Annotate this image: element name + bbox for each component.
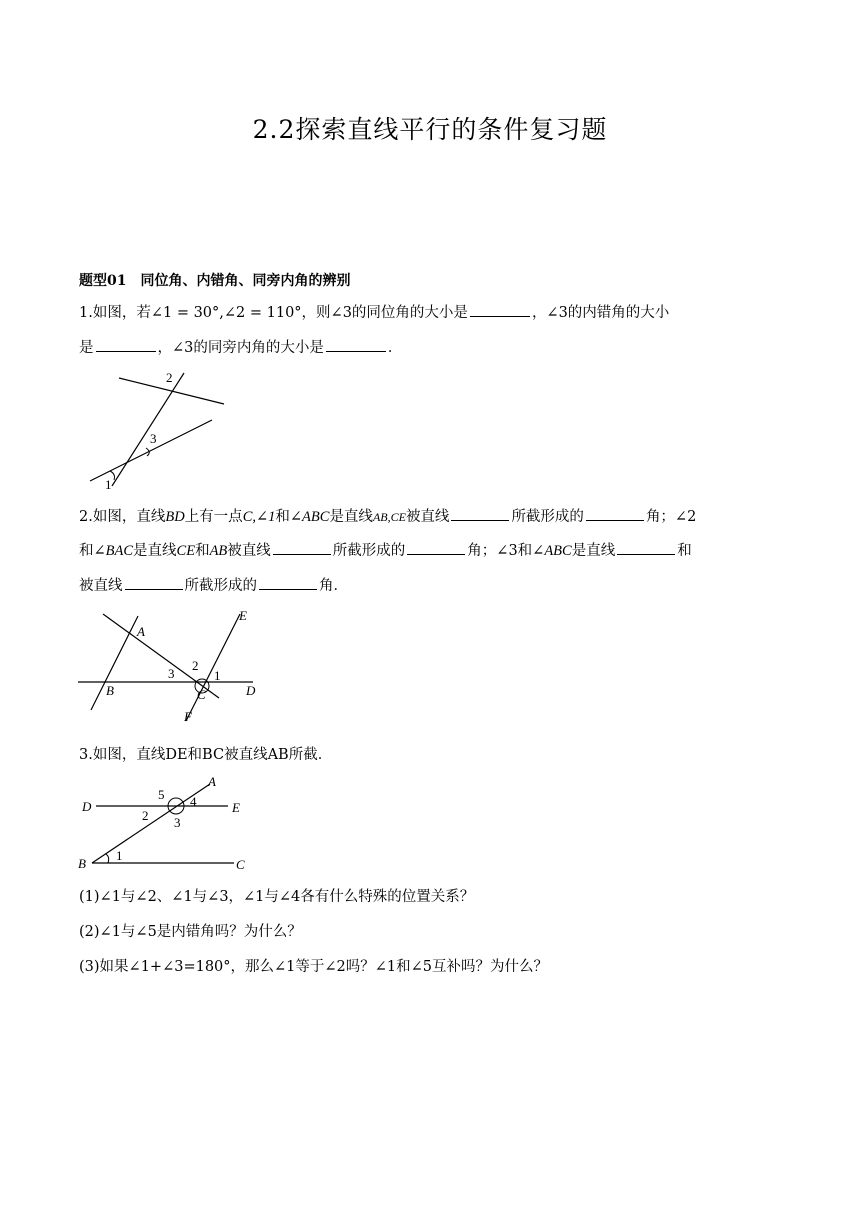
q1-blank-3[interactable] — [326, 337, 386, 352]
q2-text-17: 所截形成的 — [184, 578, 257, 594]
q1-text-4: ，∠3的同旁内角的大小是 — [157, 340, 324, 356]
q3-label-e: E — [232, 800, 240, 815]
q3-label-b: B — [78, 856, 86, 871]
q2-c1: C,∠1 — [242, 509, 276, 525]
q2-text-1: 2.如图，直线 — [79, 509, 166, 525]
q3-sub2: (2)∠1与∠5是内错角吗？为什么？ — [79, 924, 302, 940]
q2-ab-ce: AB,CE — [372, 510, 406, 524]
q2-text-11: 被直线 — [227, 543, 271, 559]
q2-text-12: 所截形成的 — [332, 543, 406, 559]
q2-text-7: 角；∠2 — [645, 509, 697, 525]
q3-arc-1 — [106, 854, 109, 863]
q2-text-9: 是直线 — [133, 543, 177, 559]
page-title: 2.2探索直线平行的条件复习题 — [252, 115, 608, 144]
q1-text-2: ，∠3的内错角的大小 — [531, 305, 670, 321]
q2-text-18: 角． — [319, 578, 348, 594]
q2-label-e: E — [239, 608, 247, 623]
q2-abc-2: ABC — [544, 543, 572, 559]
q2-label-b: B — [106, 683, 114, 698]
q3-label-4: 4 — [190, 794, 197, 809]
q2-label-f: F — [184, 709, 192, 724]
q3-label-a: A — [208, 774, 216, 789]
q2-text-6: 所截形成的 — [511, 509, 584, 525]
q2-line-3 — [79, 575, 348, 596]
q3-sub3: (3)如果∠1+∠3=180°，那么∠1等于∠2吗？∠1和∠5互补吗？为什么？ — [79, 959, 549, 975]
q1-blank-1[interactable] — [470, 302, 530, 317]
q2-figure — [78, 606, 268, 726]
q2-text-5: 被直线 — [405, 509, 450, 525]
q2-blank-3[interactable] — [273, 540, 331, 555]
q2-label-3: 3 — [168, 666, 175, 681]
q1-text-3: 是 — [79, 340, 94, 356]
q2-abc: ABC — [302, 509, 330, 525]
q2-label-a: A — [137, 624, 145, 639]
q2-blank-7[interactable] — [259, 575, 317, 590]
q1-label-3: 3 — [150, 431, 157, 446]
q3-label-d: D — [82, 799, 92, 814]
q3-figure — [78, 776, 258, 876]
q2-line-ab — [91, 616, 138, 710]
q2-text-4: 是直线 — [329, 509, 373, 525]
q1-blank-2[interactable] — [96, 337, 156, 352]
q3-sub1: (1)∠1与∠2、∠1与∠3，∠1与∠4各有什么特殊的位置关系？ — [79, 889, 475, 905]
q1-label-1: 1 — [105, 477, 112, 492]
q1-line-bottom — [90, 420, 212, 481]
q3-label-1: 1 — [116, 848, 123, 863]
q2-blank-6[interactable] — [125, 575, 183, 590]
q2-line-2 — [79, 540, 692, 561]
q1-text-5: ． — [387, 340, 403, 356]
q2-text-15: 和 — [677, 543, 692, 559]
q1-line-1 — [79, 302, 669, 323]
q2-label-c: C — [197, 687, 206, 702]
q2-text-13: 角；∠3和∠ — [467, 543, 545, 559]
q1-line-2 — [79, 337, 402, 358]
q2-text-2: 上有一点 — [184, 509, 243, 525]
section-heading: 题型01 同位角、内错角、同旁内角的辨别 — [79, 273, 351, 289]
q2-bd: BD — [165, 509, 185, 525]
q2-label-d: D — [246, 683, 256, 698]
q1-label-2: 2 — [166, 370, 173, 385]
q2-text-3: 和∠ — [275, 509, 303, 525]
q1-transversal — [112, 373, 184, 486]
q2-blank-1[interactable] — [451, 506, 509, 521]
q2-line-1 — [79, 506, 696, 527]
q2-bac: BAC — [105, 543, 134, 559]
q2-blank-5[interactable] — [617, 540, 675, 555]
q2-ab: AB — [209, 543, 228, 559]
q2-label-1: 1 — [214, 668, 221, 683]
q3-stem: 3.如图，直线DE和BC被直线AB所截． — [79, 747, 333, 763]
q2-blank-4[interactable] — [407, 540, 465, 555]
q2-ce: CE — [176, 543, 196, 559]
q1-text-1: 1.如图，若∠1 = 30°,∠2 = 110°，则∠3的同位角的大小是 — [79, 305, 468, 321]
q2-text-16: 被直线 — [79, 578, 123, 594]
q2-text-14: 是直线 — [571, 543, 616, 559]
q2-text-10: 和 — [195, 543, 210, 559]
q1-figure — [84, 368, 244, 492]
q3-label-3: 3 — [174, 815, 181, 830]
q3-label-5: 5 — [158, 787, 165, 802]
q2-text-8: 和∠ — [79, 543, 106, 559]
q3-label-c: C — [236, 857, 245, 872]
q2-line-ac — [103, 614, 219, 698]
q3-label-2: 2 — [142, 808, 149, 823]
q2-label-2: 2 — [192, 658, 199, 673]
q2-blank-2[interactable] — [586, 506, 644, 521]
